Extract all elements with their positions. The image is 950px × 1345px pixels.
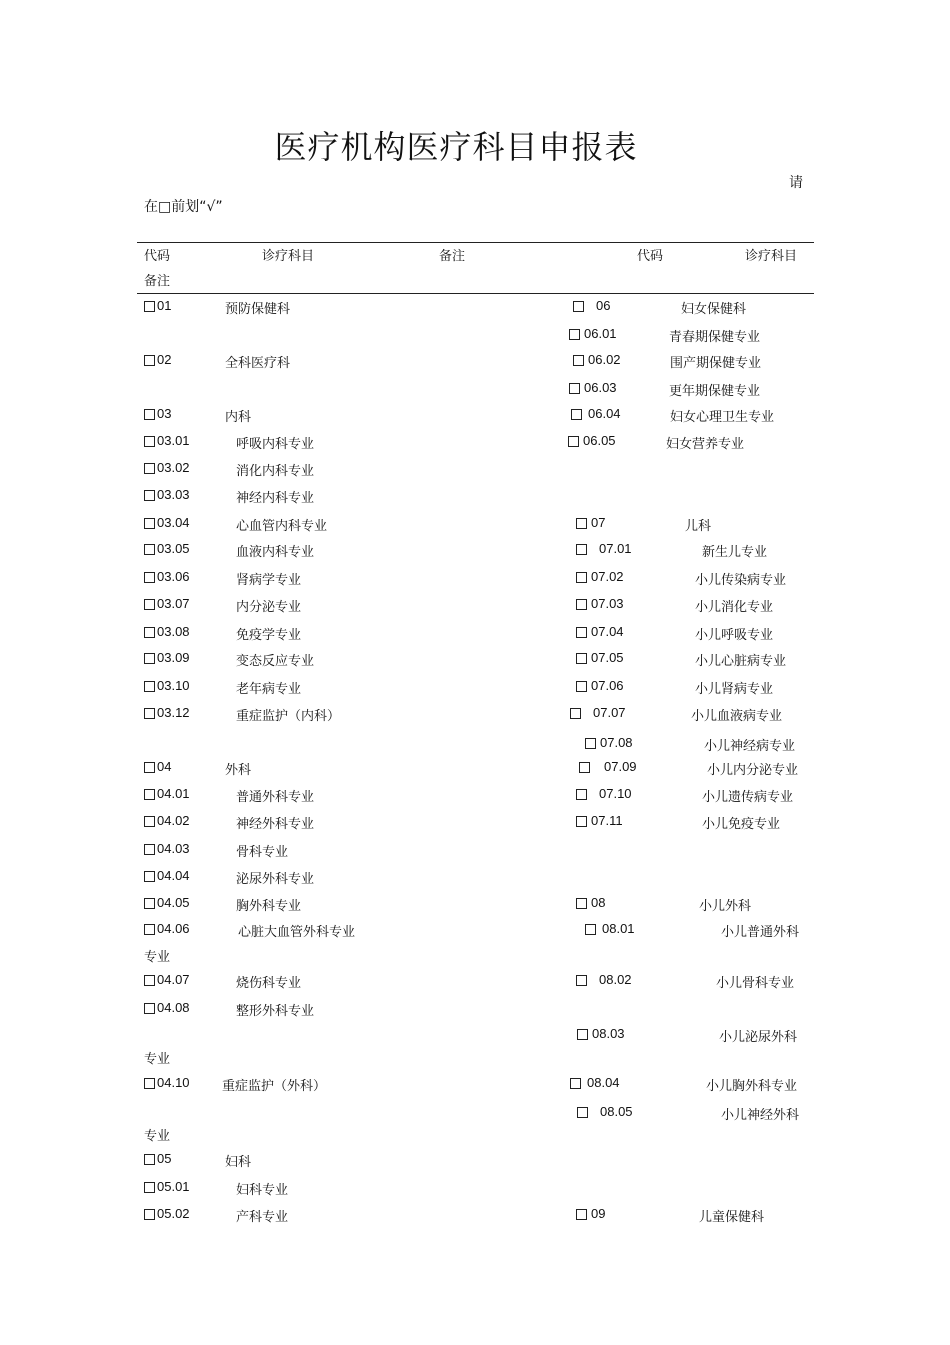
checkbox[interactable] (576, 599, 587, 610)
subject-code: 01 (157, 298, 172, 313)
checkbox[interactable] (144, 844, 155, 855)
subject-code: 03.08 (157, 624, 190, 639)
subject-name: 神经内科专业 (236, 491, 315, 506)
checkbox[interactable] (577, 1029, 588, 1040)
checkbox[interactable] (144, 1154, 155, 1165)
list-item (0, 541, 950, 561)
list-item (0, 1000, 950, 1020)
list-item (0, 813, 950, 833)
subject-name: 妇女保健科 (681, 302, 747, 317)
checkbox[interactable] (570, 1078, 581, 1089)
list-item (0, 678, 950, 698)
checkbox[interactable] (576, 898, 587, 909)
list-item (0, 972, 950, 992)
subject-name: 普通外科专业 (236, 790, 315, 805)
subject-code: 08.02 (599, 972, 632, 987)
list-item (0, 624, 950, 644)
subject-name: 小儿外科 (699, 899, 752, 914)
subject-name: 儿科 (685, 519, 712, 534)
list-item (0, 1151, 950, 1171)
checkbox[interactable] (576, 816, 587, 827)
subject-code: 08.01 (602, 921, 635, 936)
subject-code: 07.09 (604, 759, 637, 774)
header-subject: 诊疗科目 (262, 249, 315, 264)
list-item (0, 1206, 950, 1226)
subject-code: 08.05 (600, 1104, 633, 1119)
checkbox[interactable] (576, 518, 587, 529)
checkbox[interactable] (576, 975, 587, 986)
subject-code: 04.06 (157, 921, 190, 936)
subject-name: 小儿传染病专业 (695, 573, 787, 588)
subject-name: 小儿血液病专业 (691, 709, 783, 724)
subject-code: 04.04 (157, 868, 190, 883)
header-subject-2: 诊疗科目 (745, 249, 798, 264)
subject-name: 肾病学专业 (236, 573, 302, 588)
list-item (0, 406, 950, 426)
subject-code: 06.03 (584, 380, 617, 395)
subject-code: 04.02 (157, 813, 190, 828)
list-item (0, 841, 950, 861)
list-item (0, 895, 950, 915)
header-code-2: 代码 (637, 249, 664, 264)
checkbox[interactable] (576, 544, 587, 555)
header-remark: 备注 (439, 249, 466, 264)
list-item (0, 1075, 950, 1095)
checkbox[interactable] (579, 762, 590, 773)
subject-code: 06 (596, 298, 611, 313)
subject-code: 04.05 (157, 895, 190, 910)
checkbox[interactable] (576, 789, 587, 800)
subject-name: 骨科专业 (236, 845, 289, 860)
instruction-line-1: 请 (789, 175, 803, 191)
subject-name: 全科医疗科 (225, 356, 291, 371)
subject-code: 03.03 (157, 487, 190, 502)
subject-code: 09 (591, 1206, 606, 1221)
subject-name: 消化内科专业 (236, 464, 315, 479)
list-item (0, 352, 950, 372)
subject-code: 07.11 (591, 813, 623, 828)
subject-code: 03.06 (157, 569, 190, 584)
subject-code: 04.03 (157, 841, 190, 856)
list-item (0, 569, 950, 589)
subject-code: 05.02 (157, 1206, 190, 1221)
wrap-text-08-05: 专业 (144, 1129, 171, 1144)
subject-code: 04.10 (157, 1075, 190, 1090)
subject-name: 妇科专业 (236, 1183, 289, 1198)
subject-code: 07.06 (591, 678, 624, 693)
instruction-line-2: 在□前划“√” (144, 199, 223, 215)
subject-code: 07.02 (591, 569, 624, 584)
subject-code: 07.07 (593, 705, 626, 720)
subject-code: 08.03 (592, 1026, 625, 1041)
wrap-text-08-03: 专业 (144, 1052, 171, 1067)
subject-name: 青春期保健专业 (669, 330, 761, 345)
subject-name: 产科专业 (236, 1210, 289, 1225)
checkbox[interactable] (568, 436, 579, 447)
subject-name: 泌尿外科专业 (236, 872, 315, 887)
checkbox[interactable] (144, 1003, 155, 1014)
subject-code: 06.04 (588, 406, 621, 421)
checkbox[interactable] (571, 409, 582, 420)
list-item (0, 921, 950, 941)
subject-name: 神经外科专业 (236, 817, 315, 832)
subject-name: 小儿内分泌专业 (707, 763, 799, 778)
subject-name: 血液内科专业 (236, 545, 315, 560)
subject-name: 儿童保健科 (699, 1210, 765, 1225)
list-item (0, 380, 950, 400)
checkbox[interactable] (576, 572, 587, 583)
subject-code: 03.12 (157, 705, 190, 720)
list-item (0, 786, 950, 806)
checkbox[interactable] (569, 383, 580, 394)
wrap-text-04-06: 专业 (144, 950, 171, 965)
list-item (0, 326, 950, 346)
subject-name: 心血管内科专业 (236, 519, 328, 534)
subject-code: 05 (157, 1151, 172, 1166)
subject-code: 07.05 (591, 650, 624, 665)
checkbox[interactable] (570, 708, 581, 719)
subject-code: 06.02 (588, 352, 621, 367)
subject-code: 03.10 (157, 678, 190, 693)
subject-name: 更年期保健专业 (669, 384, 761, 399)
subject-code: 03.02 (157, 460, 190, 475)
subject-name: 小儿泌尿外科 (719, 1030, 798, 1045)
subject-code: 07 (591, 515, 606, 530)
list-item (0, 1026, 950, 1046)
header-code: 代码 (144, 249, 171, 264)
subject-code: 06.01 (584, 326, 617, 341)
header-remark-2: 备注 (144, 274, 171, 289)
list-item (0, 868, 950, 888)
subject-name: 内分泌专业 (236, 600, 302, 615)
list-item (0, 433, 950, 453)
list-item (0, 487, 950, 507)
subject-code: 03.07 (157, 596, 190, 611)
subject-name: 烧伤科专业 (236, 976, 302, 991)
subject-code: 04.01 (157, 786, 190, 801)
subject-name: 预防保健科 (225, 302, 291, 317)
subject-name: 围产期保健专业 (670, 356, 762, 371)
checkbox[interactable] (569, 329, 580, 340)
subject-name: 呼吸内科专业 (236, 437, 315, 452)
checkbox[interactable] (144, 1182, 155, 1193)
subject-name: 小儿心脏病专业 (695, 654, 787, 669)
checkbox[interactable] (576, 627, 587, 638)
list-item (0, 650, 950, 670)
list-item (0, 759, 950, 779)
subject-name: 妇女心理卫生专业 (670, 410, 775, 425)
checkbox[interactable] (585, 924, 596, 935)
list-item (0, 1179, 950, 1199)
subject-code: 03.01 (157, 433, 190, 448)
subject-code: 04.08 (157, 1000, 190, 1015)
subject-name: 外科 (225, 763, 252, 778)
list-item (0, 1104, 950, 1124)
subject-code: 03.09 (157, 650, 190, 665)
subject-name: 重症监护（内科） (236, 709, 341, 724)
subject-code: 04 (157, 759, 172, 774)
subject-code: 03 (157, 406, 172, 421)
subject-name: 心脏大血管外科专业 (238, 925, 356, 940)
subject-name: 小儿胸外科专业 (706, 1079, 798, 1094)
checkbox[interactable] (144, 490, 155, 501)
subject-code: 05.01 (157, 1179, 190, 1194)
header-bottom-rule (137, 293, 814, 294)
checkbox[interactable] (144, 463, 155, 474)
subject-name: 整形外科专业 (236, 1004, 315, 1019)
subject-code: 03.04 (157, 515, 190, 530)
subject-name: 妇女营养专业 (666, 437, 745, 452)
checkbox[interactable] (576, 681, 587, 692)
subject-name: 变态反应专业 (236, 654, 315, 669)
subject-name: 新生儿专业 (702, 545, 768, 560)
list-item (0, 735, 950, 755)
subject-name: 小儿神经病专业 (704, 739, 796, 754)
checkbox[interactable] (573, 301, 584, 312)
subject-code: 03.05 (157, 541, 190, 556)
subject-code: 07.01 (599, 541, 632, 556)
subject-name: 小儿神经外科 (721, 1108, 800, 1123)
subject-code: 07.04 (591, 624, 624, 639)
subject-code: 07.03 (591, 596, 624, 611)
subject-code: 07.10 (599, 786, 632, 801)
subject-name: 小儿骨科专业 (716, 976, 795, 991)
checkbox[interactable] (573, 355, 584, 366)
subject-name: 小儿肾病专业 (695, 682, 774, 697)
subject-code: 08.04 (587, 1075, 620, 1090)
subject-code: 08 (591, 895, 606, 910)
list-item (0, 515, 950, 535)
subject-name: 小儿消化专业 (695, 600, 774, 615)
subject-name: 妇科 (225, 1155, 252, 1170)
subject-name: 小儿普通外科 (721, 925, 800, 940)
subject-name: 内科 (225, 410, 252, 425)
page-title: 医疗机构医疗科目申报表 (274, 128, 638, 166)
list-item (0, 298, 950, 318)
subject-name: 重症监护（外科） (222, 1079, 327, 1094)
list-item (0, 596, 950, 616)
checkbox[interactable] (577, 1107, 588, 1118)
subject-name: 免疫学专业 (236, 628, 302, 643)
subject-code: 06.05 (583, 433, 616, 448)
subject-name: 小儿呼吸专业 (695, 628, 774, 643)
header-top-rule (137, 242, 814, 243)
subject-name: 小儿遗传病专业 (702, 790, 794, 805)
list-item (0, 705, 950, 725)
checkbox[interactable] (576, 1209, 587, 1220)
subject-name: 老年病专业 (236, 682, 302, 697)
subject-code: 04.07 (157, 972, 190, 987)
subject-code: 07.08 (600, 735, 633, 750)
subject-name: 小儿免疫专业 (702, 817, 781, 832)
subject-name: 胸外科专业 (236, 899, 302, 914)
list-item (0, 460, 950, 480)
subject-code: 02 (157, 352, 172, 367)
checkbox[interactable] (144, 871, 155, 882)
checkbox[interactable] (585, 738, 596, 749)
checkbox[interactable] (576, 653, 587, 664)
